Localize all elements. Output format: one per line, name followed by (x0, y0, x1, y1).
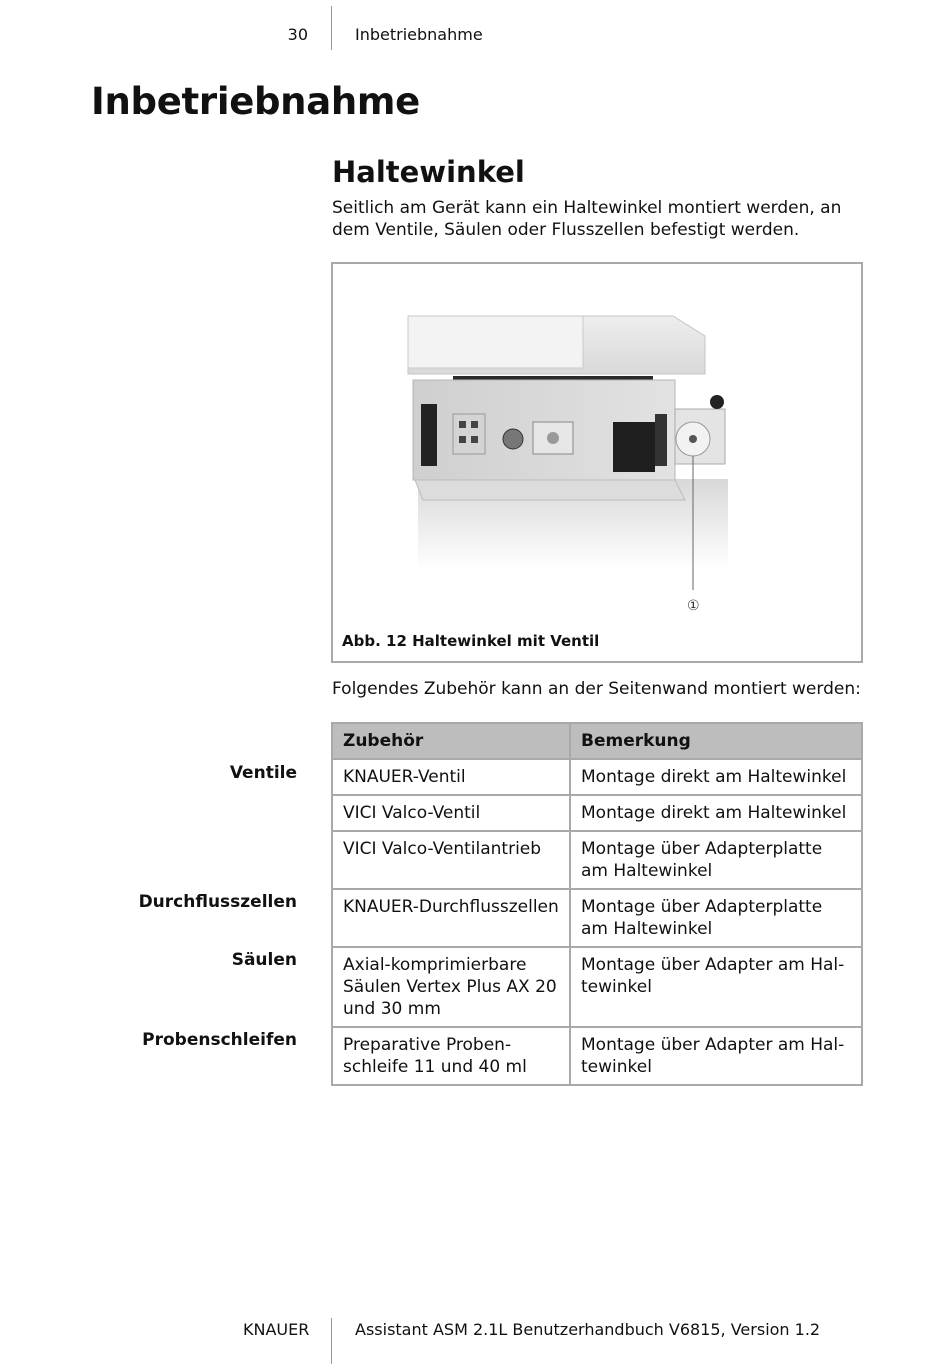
cell-remark: Montage über Adapterplatte am Haltewinkel (570, 889, 862, 947)
table-row (332, 795, 862, 831)
chapter-title: Inbetriebnahme (91, 80, 420, 123)
cell-remark: Montage über Adapter am Hal-tewinkel (570, 947, 862, 1027)
cell-accessory: Axial-komprimierbare Säulen Vertex Plus AX 20 und 30 mm (332, 947, 570, 1027)
header-cell-remark: Bemerkung (570, 723, 862, 759)
table-row (332, 759, 862, 795)
device-base (415, 480, 685, 500)
figure-box (331, 262, 863, 663)
accessory-table (331, 722, 863, 1086)
cell-remark: Montage direkt am Haltewinkel (570, 759, 862, 795)
cell-accessory: KNAUER-Durchflusszellen (332, 889, 570, 947)
table-header-row (332, 723, 862, 759)
side-label-saeulen: Säulen (231, 950, 297, 970)
footer-brand: KNAUER (243, 1320, 310, 1339)
header-cell-accessory: Zubehör (332, 723, 570, 759)
figure-caption: Abb. 12 Haltewinkel mit Ventil (342, 632, 600, 650)
table-row (332, 1027, 862, 1085)
connector-block (453, 414, 485, 454)
footer-divider (331, 1318, 332, 1364)
side-label-ventile: Ventile (229, 763, 297, 783)
valve-knob (710, 395, 724, 409)
cell-accessory: Preparative Proben-schleife 11 und 40 ml (332, 1027, 570, 1085)
left-heatsink (421, 404, 437, 466)
table-row (332, 947, 862, 1027)
device-illustration (333, 264, 861, 661)
section-title: Haltewinkel (332, 155, 525, 189)
table-row (332, 889, 862, 947)
callout-marker: ① (687, 598, 700, 614)
side-label-probenschleifen: Probenschleifen (142, 1030, 297, 1050)
cell-remark: Montage direkt am Haltewinkel (570, 795, 862, 831)
table-lead-text: Folgendes Zubehör kann an der Seitenwand montiert werden: (332, 679, 861, 699)
cell-accessory: KNAUER-Ventil (332, 759, 570, 795)
cell-remark: Montage über Adapterplatte am Haltewinkel (570, 831, 862, 889)
footer-document: Assistant ASM 2.1L Benutzerhandbuch V6815, Version 1.2 (355, 1320, 821, 1339)
side-label-durchflusszellen: Durchflusszellen (138, 892, 297, 912)
cell-accessory: VICI Valco-Ventil (332, 795, 570, 831)
section-intro: Seitlich am Gerät kann ein Haltewinkel montiert werden, an dem Ventile, Säulen oder Flusszellen befestigt werden. (332, 198, 842, 240)
page-number: 30 (287, 25, 308, 44)
header-divider (331, 6, 332, 50)
lid-front-panel (408, 316, 583, 368)
cell-accessory: VICI Valco-Ventilantrieb (332, 831, 570, 889)
table-row (332, 831, 862, 889)
valve-drive (613, 422, 655, 472)
pump-fitting (503, 429, 523, 449)
cell-remark: Montage über Adapter am Hal-tewinkel (570, 1027, 862, 1085)
running-title: Inbetriebnahme (355, 25, 483, 44)
